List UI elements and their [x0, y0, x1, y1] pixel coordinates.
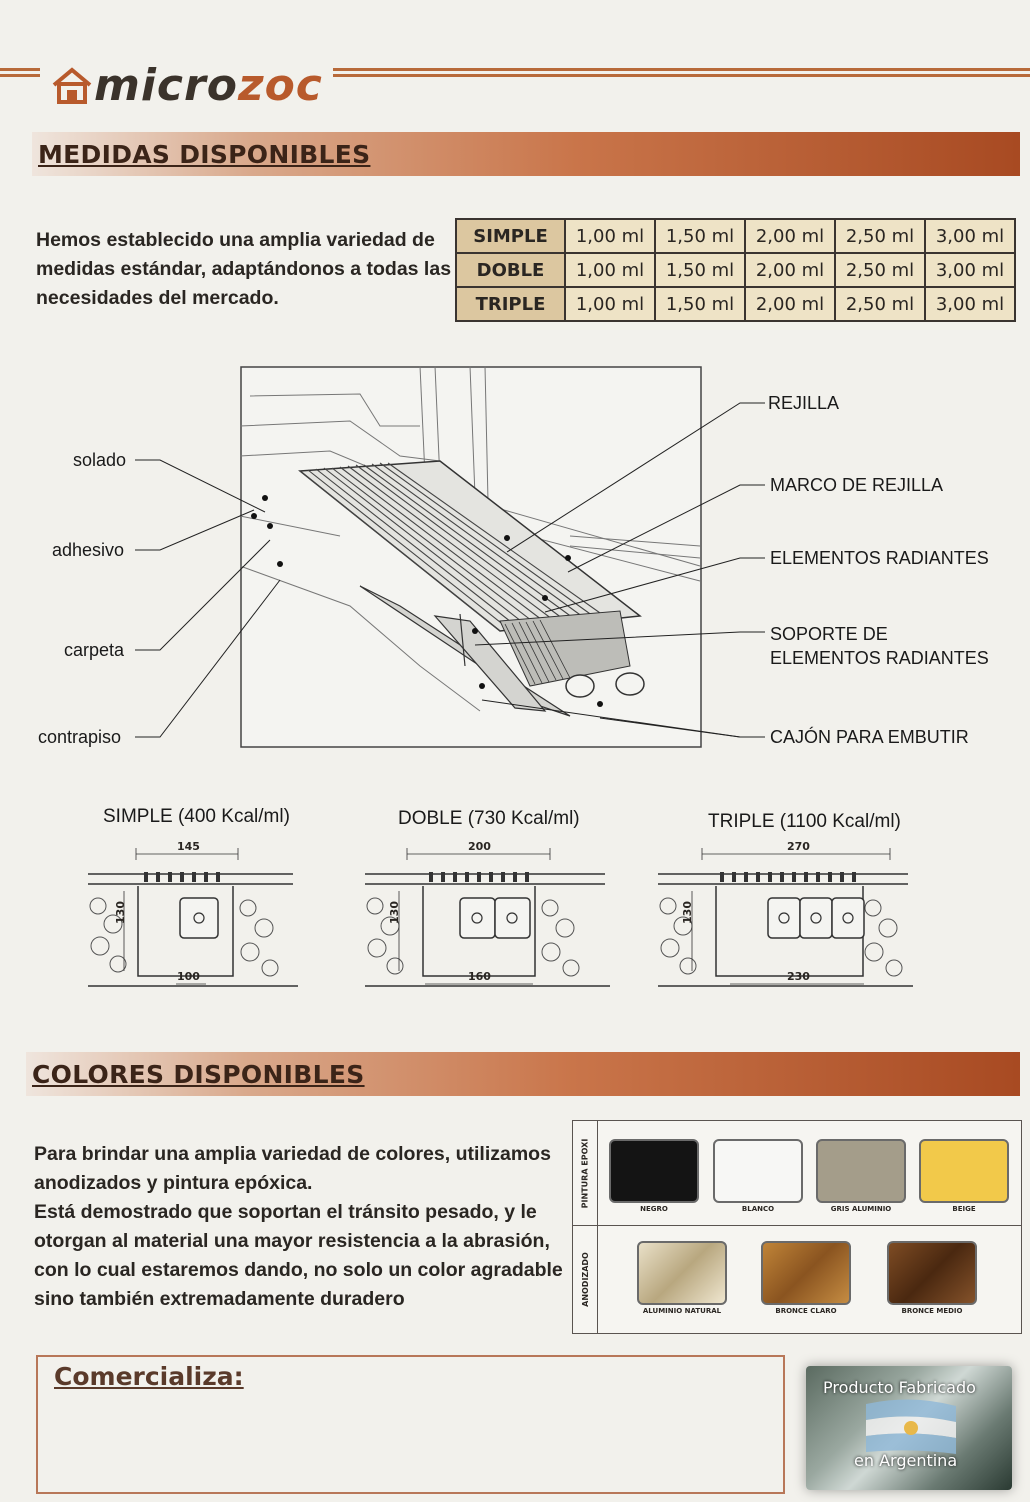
- size-cell: 1,50 ml: [655, 253, 745, 287]
- diagram-leader-lines: [0, 380, 1030, 760]
- size-cell: 1,00 ml: [565, 253, 655, 287]
- logo: [40, 60, 333, 110]
- colors-section-bar: [26, 1052, 1020, 1096]
- row-label: DOBLE: [456, 253, 565, 287]
- swatch-aluminio-natural: [637, 1241, 727, 1305]
- doble-height-dim: 130: [387, 901, 401, 924]
- size-cell: 2,00 ml: [745, 287, 835, 321]
- table-row: [456, 219, 1015, 253]
- table-row: [456, 287, 1015, 321]
- size-cell: 2,50 ml: [835, 219, 925, 253]
- colors-intro-line: sino también extremadamente duradero: [34, 1288, 405, 1310]
- size-cell: 1,00 ml: [565, 287, 655, 321]
- size-cell: 2,00 ml: [745, 219, 835, 253]
- swatch-negro: [609, 1139, 699, 1203]
- swatch-beige: [919, 1139, 1009, 1203]
- simple-height-dim: 130: [113, 901, 127, 924]
- triple-bottom-dim: 230: [787, 970, 810, 983]
- comercializa-title: Comercializa:: [54, 1362, 244, 1391]
- label-cajon: CAJÓN PARA EMBUTIR: [770, 727, 969, 747]
- size-cell: 2,50 ml: [835, 287, 925, 321]
- colors-intro-line: otorgan al material una mayor resistencia a la abrasión,: [34, 1230, 550, 1252]
- simple-top-dim: 145: [177, 840, 200, 853]
- section-simple-title: SIMPLE (400 Kcal/ml): [103, 806, 290, 827]
- swatch-caption: GRIS ALUMINIO: [830, 1205, 892, 1213]
- brand-name: microzoc: [94, 59, 323, 111]
- swatch-blanco: [713, 1139, 803, 1203]
- size-cell: 1,50 ml: [655, 287, 745, 321]
- swatch-bronce-medio: [887, 1241, 977, 1305]
- label-soporte-line2: ELEMENTOS RADIANTES: [770, 648, 989, 668]
- size-cell: 2,50 ml: [835, 253, 925, 287]
- colors-intro-line: con lo cual estaremos dando, no solo un color agradable: [34, 1259, 563, 1281]
- section-triple-title: TRIPLE (1100 Kcal/ml): [708, 811, 901, 832]
- swatch-caption: BRONCE CLARO: [775, 1307, 837, 1315]
- badge-line2: en Argentina: [854, 1451, 958, 1470]
- label-carpeta: carpeta: [64, 640, 125, 660]
- swatch-caption: BRONCE MEDIO: [901, 1307, 963, 1315]
- label-elementos-radiantes: ELEMENTOS RADIANTES: [770, 548, 989, 568]
- label-contrapiso: contrapiso: [38, 727, 122, 747]
- section-doble-title: DOBLE (730 Kcal/ml): [398, 808, 580, 829]
- colors-title: COLORES DISPONIBLES: [32, 1059, 365, 1089]
- label-soporte: SOPORTE DE: [770, 624, 888, 644]
- sizes-table: [455, 218, 1016, 322]
- label-rejilla: REJILLA: [768, 393, 840, 413]
- size-cell: 3,00 ml: [925, 253, 1015, 287]
- comercializa-box: [36, 1355, 785, 1494]
- label-marco-rejilla: MARCO DE REJILLA: [770, 475, 944, 495]
- size-cell: 1,00 ml: [565, 219, 655, 253]
- anodized-row-label: ANODIZADO: [580, 1251, 590, 1307]
- label-adhesivo: adhesivo: [52, 540, 125, 560]
- house-icon: [50, 65, 94, 105]
- colors-intro-line: Está demostrado que soportan el tránsito pesado, y le: [34, 1201, 537, 1223]
- colors-intro-line: Para brindar una amplia variedad de colores, utilizamos: [34, 1143, 551, 1165]
- made-in-argentina-badge: [806, 1366, 1012, 1490]
- table-row: [456, 253, 1015, 287]
- sizes-title: MEDIDAS DISPONIBLES: [38, 139, 371, 169]
- sizes-intro: Hemos establecido una amplia variedad de medidas estándar, adaptándonos a todas las necesidades del mercado.: [36, 229, 452, 309]
- size-cell: 2,00 ml: [745, 253, 835, 287]
- label-solado: solado: [73, 450, 127, 470]
- row-label: TRIPLE: [456, 287, 565, 321]
- size-cell: 3,00 ml: [925, 287, 1015, 321]
- triple-top-dim: 270: [787, 840, 810, 853]
- colors-intro-line: anodizados y pintura epóxica.: [34, 1172, 313, 1194]
- swatch-caption: BLANCO: [741, 1205, 775, 1213]
- swatch-gris-aluminio: [816, 1139, 906, 1203]
- doble-top-dim: 200: [468, 840, 491, 853]
- size-cell: 1,50 ml: [655, 219, 745, 253]
- swatch-bronce-claro: [761, 1241, 851, 1305]
- triple-height-dim: 130: [680, 901, 694, 924]
- swatch-caption: BEIGE: [952, 1205, 976, 1213]
- row-label: SIMPLE: [456, 219, 565, 253]
- swatch-caption: NEGRO: [640, 1205, 668, 1213]
- size-cell: 3,00 ml: [925, 219, 1015, 253]
- header: [0, 50, 1030, 110]
- epoxy-row-label: PINTURA EPOXI: [580, 1138, 590, 1208]
- color-chart: [572, 1120, 1022, 1334]
- badge-line1: Producto Fabricado: [823, 1378, 976, 1397]
- colors-intro: [34, 1140, 564, 1314]
- doble-bottom-dim: 160: [468, 970, 491, 983]
- swatch-caption: ALUMINIO NATURAL: [642, 1307, 722, 1315]
- simple-bottom-dim: 100: [177, 970, 200, 983]
- sizes-section-bar: [32, 132, 1020, 176]
